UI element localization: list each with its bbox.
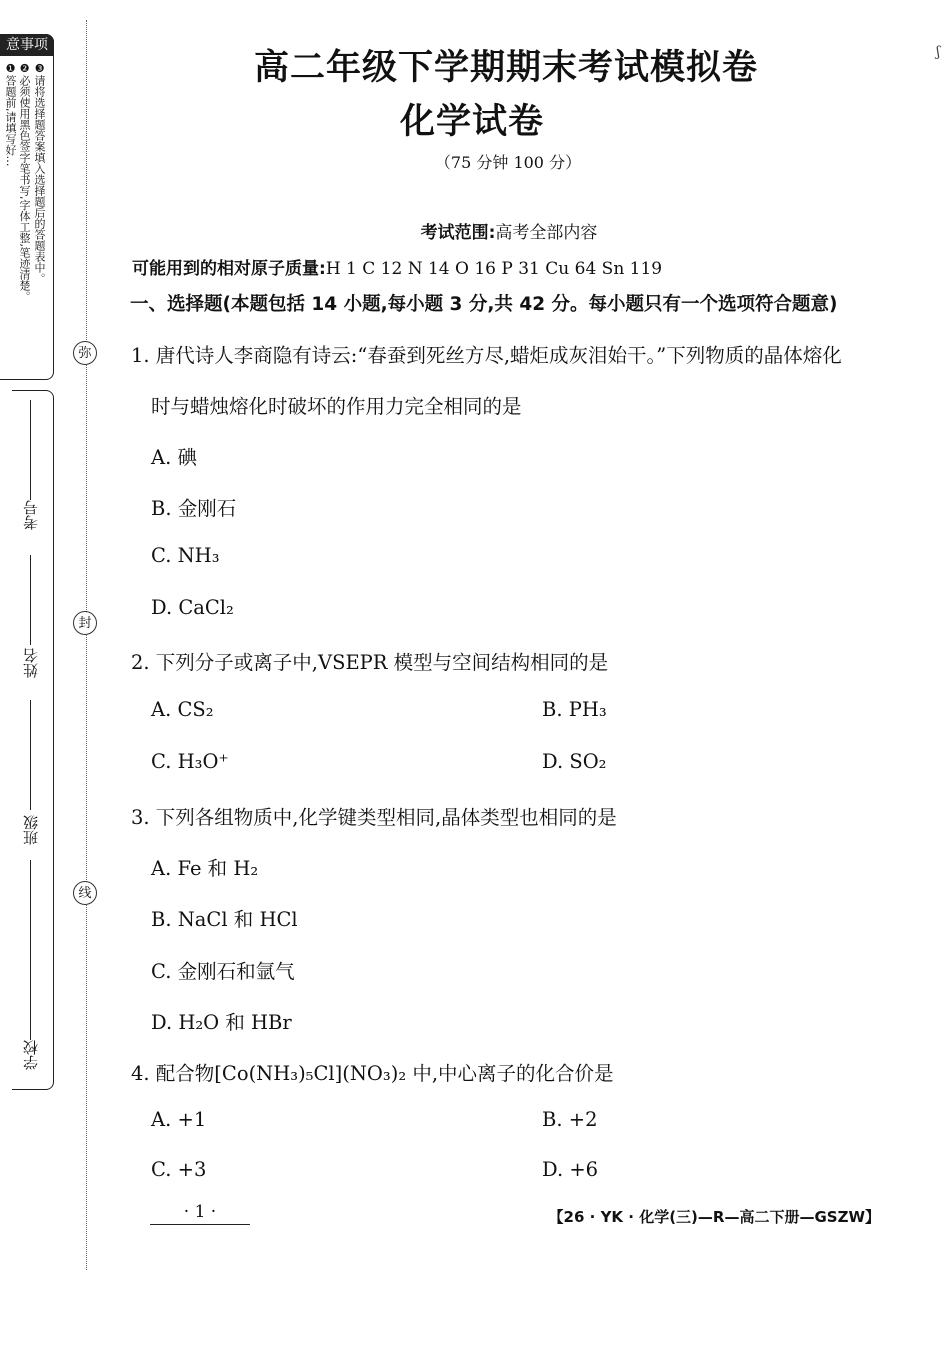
question-3-option-a: A. Fe 和 H₂ bbox=[151, 857, 259, 880]
notice-line: ❸请将选择题答案填入选择题后的答题表中。 bbox=[33, 62, 46, 284]
question-2-option-d: D. SO₂ bbox=[542, 750, 607, 773]
field-school: 学校 bbox=[22, 1040, 40, 1070]
question-1-option-b: B. 金刚石 bbox=[151, 497, 237, 520]
scope-label: 考试范围: bbox=[420, 223, 496, 243]
atomic-masses bbox=[132, 254, 662, 279]
seal-mark-xian: 线 bbox=[73, 881, 97, 905]
question-4-option-d: D. +6 bbox=[542, 1158, 599, 1181]
atomic-values: H 1 C 12 N 14 O 16 P 31 Cu 64 Sn 119 bbox=[325, 259, 663, 279]
field-class: 班级 bbox=[22, 815, 40, 845]
question-1-stem-cont: 时与蜡烛熔化时破坏的作用力完全相同的是 bbox=[151, 395, 522, 418]
notice-title: 意事项 bbox=[0, 34, 54, 56]
question-1-option-c: C. NH₃ bbox=[151, 544, 220, 567]
question-4-option-a: A. +1 bbox=[151, 1108, 207, 1131]
time-score: （75 分钟 100 分） bbox=[434, 153, 582, 172]
field-line bbox=[30, 860, 31, 1040]
field-exam-number: 考号 bbox=[22, 500, 40, 530]
question-3-stem: 3. 下列各组物质中,化学键类型相同,晶体类型也相同的是 bbox=[131, 806, 617, 829]
question-2-option-c: C. H₃O⁺ bbox=[151, 750, 229, 773]
notice-line: ❶答题前,请填写好… bbox=[4, 62, 17, 167]
question-2-stem: 2. 下列分子或离子中,VSEPR 模型与空间结构相同的是 bbox=[131, 651, 609, 674]
question-3-option-c: C. 金刚石和氩气 bbox=[151, 960, 295, 983]
seal-mark-feng: 封 bbox=[73, 611, 97, 635]
page-number: · 1 · bbox=[150, 1202, 250, 1225]
question-1-option-a: A. 碘 bbox=[151, 446, 197, 469]
field-line bbox=[30, 400, 31, 500]
question-1-stem: 1. 唐代诗人李商隐有诗云:“春蚕到死丝方尽,蜡炬成灰泪始干。”下列物质的晶体熔化 bbox=[131, 344, 842, 367]
question-4-stem: 4. 配合物[Co(NH₃)₅Cl](NO₃)₂ 中,中心离子的化合价是 bbox=[131, 1062, 614, 1085]
scope-value: 高考全部内容 bbox=[495, 223, 598, 243]
corner-mark: ʃ bbox=[936, 44, 940, 60]
seal-mark-mi: 弥 bbox=[73, 341, 97, 365]
exam-scope bbox=[0, 218, 950, 243]
question-2-option-b: B. PH₃ bbox=[542, 698, 607, 721]
atomic-label: 可能用到的相对原子质量: bbox=[132, 259, 326, 279]
section-heading: 一、选择题(本题包括 14 小题,每小题 3 分,共 42 分。每小题只有一个选项符合题意) bbox=[130, 294, 838, 315]
question-4-option-c: C. +3 bbox=[151, 1158, 207, 1181]
subject-title: 化学试卷 bbox=[399, 102, 544, 142]
question-2-option-a: A. CS₂ bbox=[151, 698, 214, 721]
question-1-option-d: D. CaCl₂ bbox=[151, 596, 234, 619]
question-4-option-b: B. +2 bbox=[542, 1108, 598, 1131]
question-3-option-b: B. NaCl 和 HCl bbox=[151, 908, 298, 931]
seal-cut-line bbox=[86, 20, 87, 1270]
field-name: 姓名 bbox=[22, 648, 40, 678]
question-3-option-d: D. H₂O 和 HBr bbox=[151, 1011, 292, 1034]
paper-code: 【26 · YK · 化学(三)—R—高二下册—GSZW】 bbox=[548, 1208, 880, 1226]
field-line bbox=[30, 555, 31, 645]
notice-line: ❷必须使用黑色签字笔书写,字体工整,笔迹清楚。 bbox=[18, 62, 31, 302]
exam-title: 高二年级下学期期末考试模拟卷 bbox=[253, 48, 758, 88]
student-info-box bbox=[12, 390, 54, 1090]
field-line bbox=[30, 700, 31, 810]
